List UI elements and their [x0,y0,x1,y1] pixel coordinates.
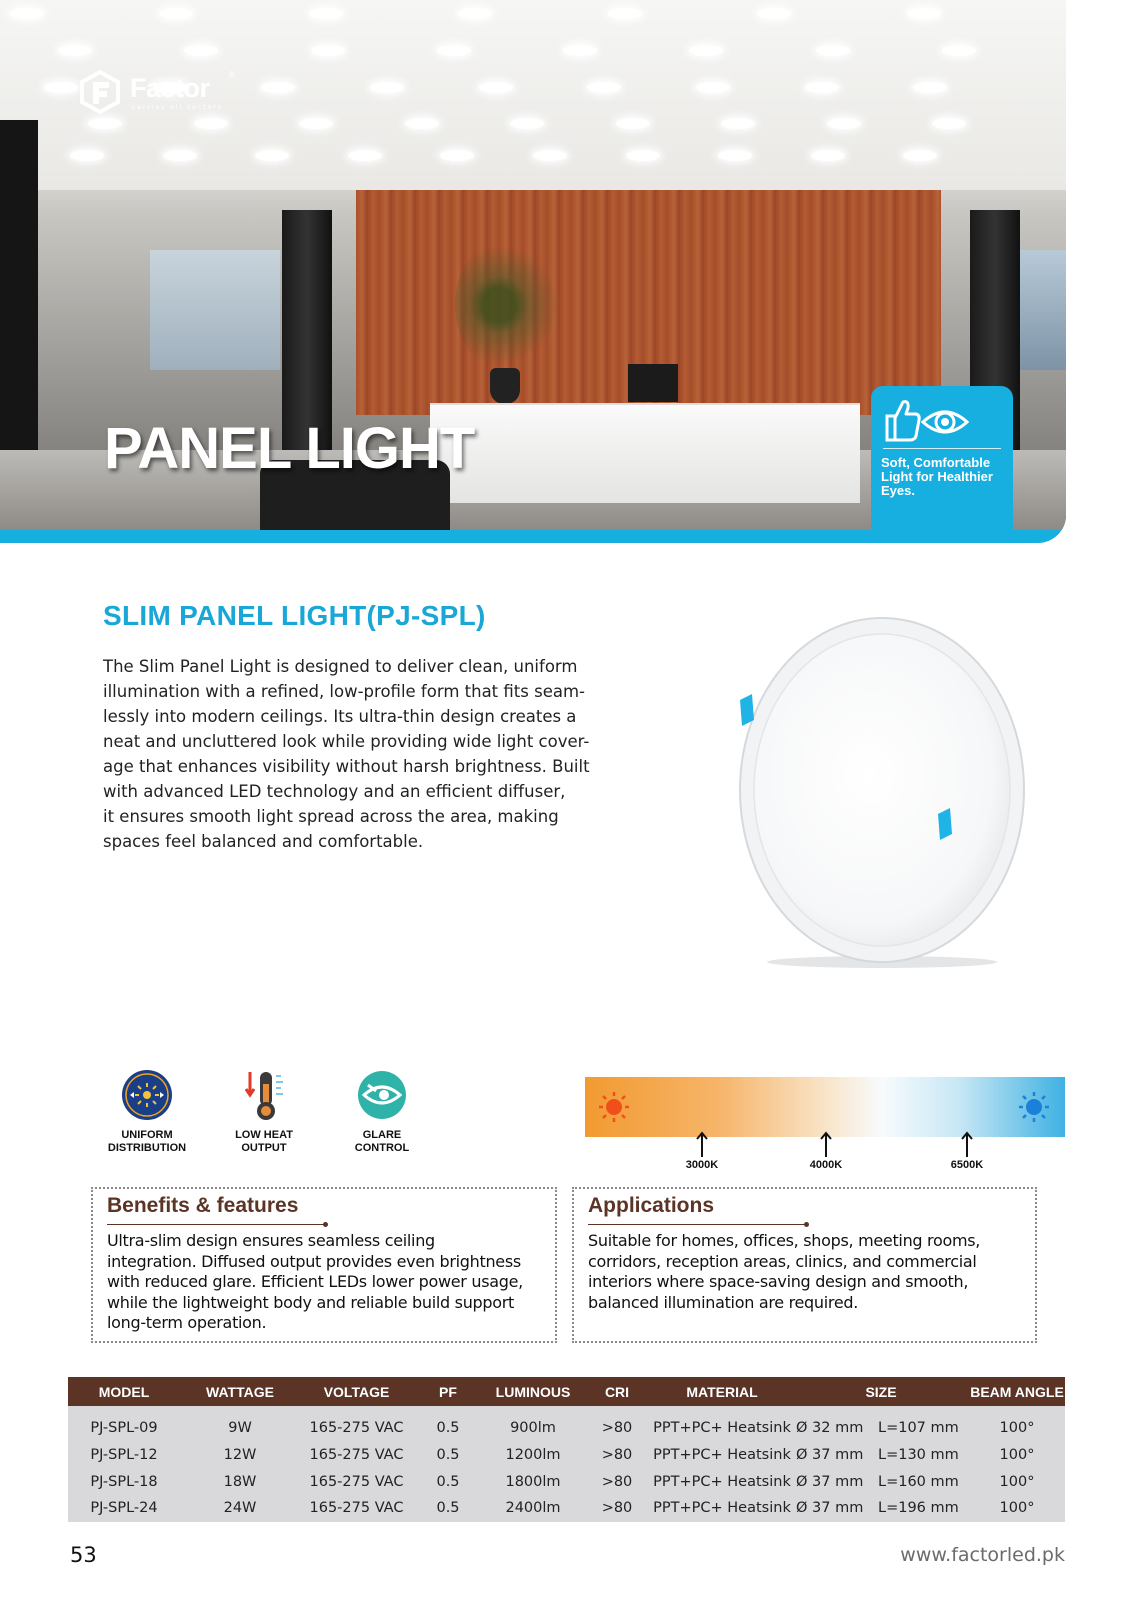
column-header: WATTAGE [180,1377,300,1406]
reception-desk [430,403,860,503]
warm-sun-icon [597,1090,631,1124]
applications-text [588,1231,980,1313]
cell-cri: >80 [583,1441,651,1468]
ceiling-light [405,118,439,129]
factor-logo [78,70,248,114]
cell-material: PPT+PC+ Heatsink [651,1468,793,1495]
ceiling-light [616,118,650,129]
size-diameter: Ø 37 mm [796,1446,864,1463]
product-description [103,654,611,854]
feature-label: UNIFORM DISTRIBUTION [107,1129,187,1154]
size-length: L=160 mm [878,1473,959,1490]
table-row [68,1468,1065,1495]
badge-divider [883,448,1001,449]
cell-material: PPT+PC+ Heatsink [651,1406,793,1441]
ceiling-light [907,8,941,19]
cell-size [793,1441,969,1468]
description-line: it ensures smooth light spread across the area, making [103,807,559,826]
thermometer-icon [237,1068,291,1122]
cell-model: PJ-SPL-09 [68,1406,180,1441]
ceiling-light [311,45,345,56]
cell-cri: >80 [583,1406,651,1441]
feature-glare-control [327,1068,437,1155]
plant-pot [490,368,520,404]
cell-model: PJ-SPL-18 [68,1468,180,1495]
ceiling-light [805,82,839,93]
ceiling-light [533,150,567,161]
cell-size [793,1406,969,1441]
cell-size [793,1468,969,1495]
cool-sun-icon [1017,1090,1051,1124]
up-arrow-icon [961,1131,973,1157]
description-line: neat and uncluttered look while providing wide light cover- [103,732,590,751]
cell-pf: 0.5 [413,1406,483,1441]
benefits-title: Benefits & features [107,1194,299,1217]
ceiling-light [816,45,850,56]
applications-title: Applications [588,1194,715,1217]
product-title: SLIM PANEL LIGHT(PJ-SPL) [103,600,486,631]
feature-uniform-distribution [92,1068,202,1155]
cell-wattage: 24W [180,1495,300,1522]
ceiling-light [608,8,642,19]
cct-marker-4000k [796,1131,856,1171]
ceiling-light [184,45,218,56]
description-line: lessly into modern ceilings. Its ultra-thin design creates a [103,707,577,726]
applications-line: balanced illumination are required. [588,1292,859,1312]
cct-label: 4000K [809,1159,843,1171]
column-header: MODEL [68,1377,180,1406]
cell-wattage: 18W [180,1468,300,1495]
ceiling-light [689,45,723,56]
description-line: spaces feel balanced and comfortable. [103,832,424,851]
size-diameter: Ø 37 mm [796,1473,864,1490]
column-header: MATERIAL [651,1377,793,1406]
hero-banner [0,0,1066,543]
cell-pf: 0.5 [413,1468,483,1495]
size-length: L=130 mm [878,1446,959,1463]
applications-line: interiors where space-saving design and smooth, [588,1272,969,1291]
cell-beam-angle: 100° [969,1441,1065,1468]
column-header: LUMINOUS [483,1377,583,1406]
logo-text: Factor [130,73,210,103]
size-diameter: Ø 37 mm [796,1499,864,1516]
cct-marker-6500k [937,1131,997,1171]
title-underline [588,1224,806,1225]
cell-cri: >80 [583,1468,651,1495]
description-line: with advanced LED technology and an efficient diffuser, [103,782,566,801]
monitor [628,364,678,402]
ceiling-light [58,45,92,56]
table-row [68,1441,1065,1468]
up-arrow-icon [820,1131,832,1157]
cell-size [793,1495,969,1522]
column-header: BEAM ANGLE [969,1377,1065,1406]
page-number: 53 [70,1543,97,1567]
hero-title: PANEL LIGHT [104,416,475,481]
cell-material: PPT+PC+ Heatsink [651,1495,793,1522]
cell-voltage: 165-275 VAC [300,1406,413,1441]
cell-voltage: 165-275 VAC [300,1495,413,1522]
column-header: CRI [583,1377,651,1406]
thumbs-up-eye-icon [883,396,971,444]
logo-tagline: carries all sectors [132,104,223,111]
ceiling-light [194,118,228,129]
cct-label: 6500K [950,1159,984,1171]
cell-beam-angle: 100° [969,1468,1065,1495]
table-row [68,1495,1065,1522]
panel-light-product-image [730,600,1040,975]
description-line: illumination with a refined, low-profile form that fits seam- [103,682,585,701]
uniform-distribution-icon [120,1068,174,1122]
description-line: age that enhances visibility without harsh brightness. Built [103,757,590,776]
applications-line: Suitable for homes, offices, shops, meeting rooms, [588,1231,981,1250]
color-temperature-bar [585,1077,1065,1137]
ceiling-light [299,118,333,129]
title-underline [107,1224,325,1225]
eye-glare-icon [355,1068,409,1122]
specification-table [68,1377,1065,1522]
cell-voltage: 165-275 VAC [300,1441,413,1468]
cct-label: 3000K [685,1159,719,1171]
benefits-box [91,1187,557,1343]
description-line: The Slim Panel Light is designed to deliver clean, uniform [103,657,578,676]
size-diameter: Ø 32 mm [796,1419,864,1436]
benefits-line: while the lightweight body and reliable build support [107,1292,514,1312]
ceiling-light [88,118,122,129]
cell-beam-angle: 100° [969,1406,1065,1441]
ceiling-light [811,150,845,161]
eye-care-badge [871,386,1013,532]
factor-logo-icon [78,70,122,114]
applications-line: corridors, reception areas, clinics, and commercial [588,1251,977,1271]
ceiling-light [827,118,861,129]
feature-label: LOW HEAT OUTPUT [235,1129,293,1154]
ceiling-light [348,150,382,161]
feature-low-heat-output [209,1068,319,1155]
ceiling-light [510,118,544,129]
ceiling-light [255,150,289,161]
website-link[interactable]: www.factorled.pk [900,1544,1065,1566]
pillar [282,210,332,450]
ceiling-light [479,82,513,93]
up-arrow-icon [696,1131,708,1157]
column-header: SIZE [793,1377,969,1406]
ceiling-light [10,8,44,19]
cell-luminous: 900lm [483,1406,583,1441]
cell-wattage: 9W [180,1406,300,1441]
cell-pf: 0.5 [413,1441,483,1468]
feature-label: GLARE CONTROL [354,1129,410,1154]
cell-pf: 0.5 [413,1495,483,1522]
column-header: VOLTAGE [300,1377,413,1406]
benefits-line: integration. Diffused output provides even brightness [107,1251,521,1271]
badge-text: Soft, Comfortable Light for Healthier Eyes. [881,455,993,498]
cell-beam-angle: 100° [969,1495,1065,1522]
cell-cri: >80 [583,1495,651,1522]
benefits-line: long-term operation. [107,1313,267,1332]
ceiling-light [563,45,597,56]
ceiling-light [718,150,752,161]
benefits-line: Ultra-slim design ensures seamless ceiling [107,1231,435,1250]
ceiling-light [309,8,343,19]
cell-model: PJ-SPL-24 [68,1495,180,1522]
cell-model: PJ-SPL-12 [68,1441,180,1468]
ceiling-light [44,82,78,93]
plant [455,235,565,375]
ceiling-light [757,8,791,19]
ceiling-light [437,45,471,56]
ceiling-light [942,45,976,56]
ceiling-light [696,82,730,93]
ceiling-light [370,82,404,93]
cell-luminous: 2400lm [483,1495,583,1522]
ceiling-light [626,150,660,161]
cell-luminous: 1200lm [483,1441,583,1468]
cct-marker-3000k [672,1131,732,1171]
ceiling-light [70,150,104,161]
benefits-line: with reduced glare. Efficient LEDs lower power usage, [107,1272,523,1291]
cell-luminous: 1800lm [483,1468,583,1495]
ceiling-light [163,150,197,161]
size-length: L=107 mm [878,1419,959,1436]
registered-mark: ® [228,70,236,79]
cell-material: PPT+PC+ Heatsink [651,1441,793,1468]
benefits-text [107,1231,523,1334]
size-length: L=196 mm [878,1499,959,1516]
window [150,250,280,370]
applications-box [572,1187,1037,1343]
column-header: PF [413,1377,483,1406]
cell-wattage: 12W [180,1441,300,1468]
cell-voltage: 165-275 VAC [300,1468,413,1495]
table-header-row [68,1377,1065,1406]
table-row [68,1406,1065,1441]
